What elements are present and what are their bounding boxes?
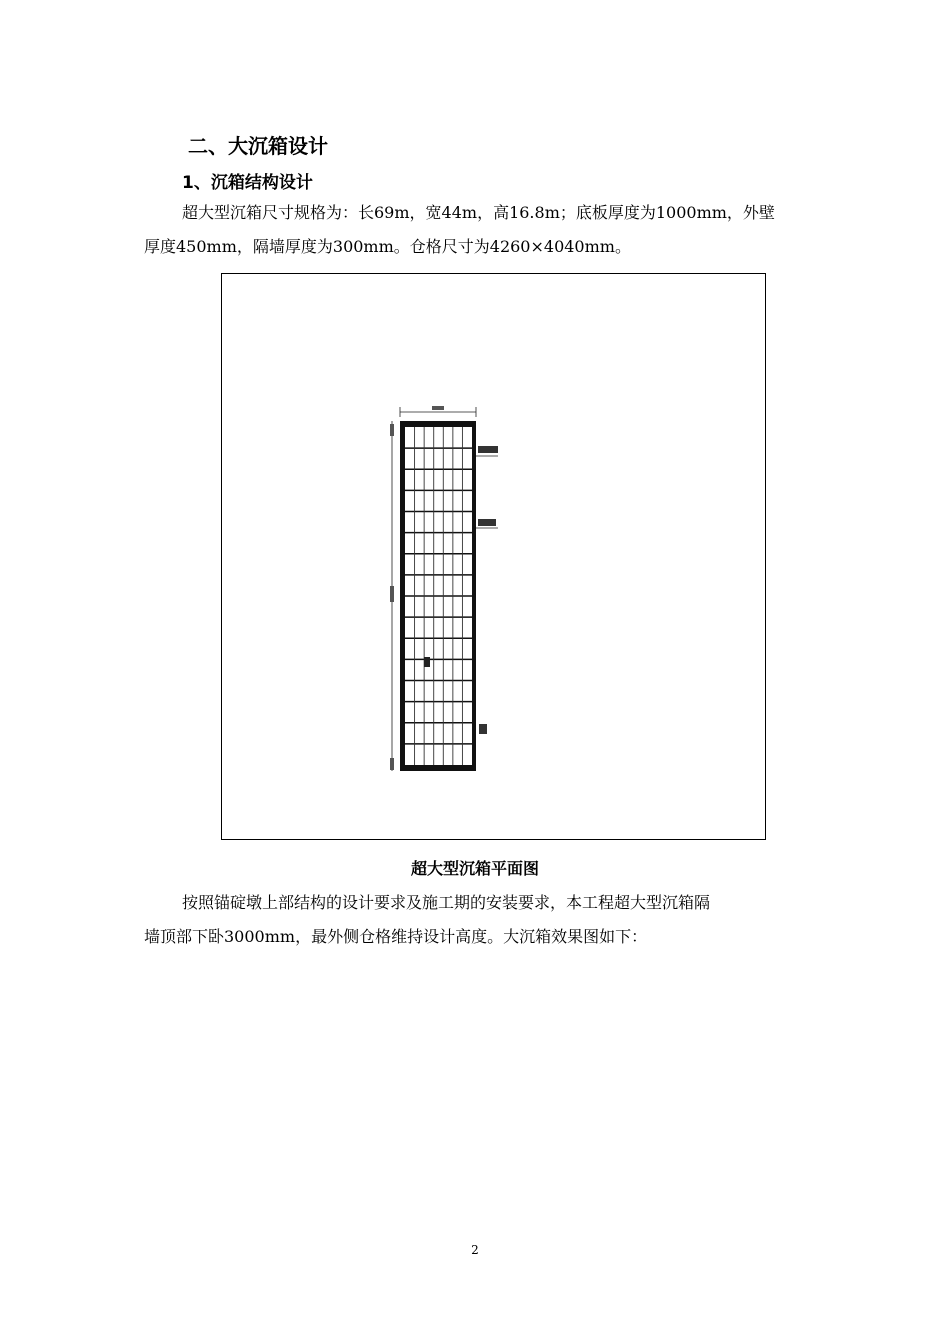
paragraph-design-requirements [144,886,809,954]
interior-label-mark [424,657,430,667]
caisson-plan-drawing [222,274,767,841]
paragraph-line: 按照锚碇墩上部结构的设计要求及施工期的安装要求，本工程超大型沉箱隔 [182,893,711,912]
annotation-mark [479,724,487,734]
annotation-mark [478,446,498,453]
annotation-mark [478,519,496,526]
subsection-heading: 1、沉箱结构设计 [182,173,313,193]
paragraph-dimensions [144,196,809,264]
figure-caption: 超大型沉箱平面图 [410,859,539,878]
dimension-text-mark [390,424,394,436]
caisson-plan-figure [221,273,766,840]
section-heading: 二、大沉箱设计 [188,134,328,158]
dimension-text-mark [432,406,444,410]
dimension-text-mark [390,758,394,770]
paragraph-line: 墙顶部下卧3000mm，最外侧仓格维持设计高度。大沉箱效果图如下： [144,927,648,946]
paragraph-line: 超大型沉箱尺寸规格为：长69m，宽44m，高16.8m；底板厚度为1000mm，外壁 [182,203,775,222]
page-number: 2 [471,1243,479,1257]
dimension-text-mark [390,586,394,602]
paragraph-line: 厚度450mm，隔墙厚度为300mm。仓格尺寸为4260×4040mm。 [144,237,631,256]
